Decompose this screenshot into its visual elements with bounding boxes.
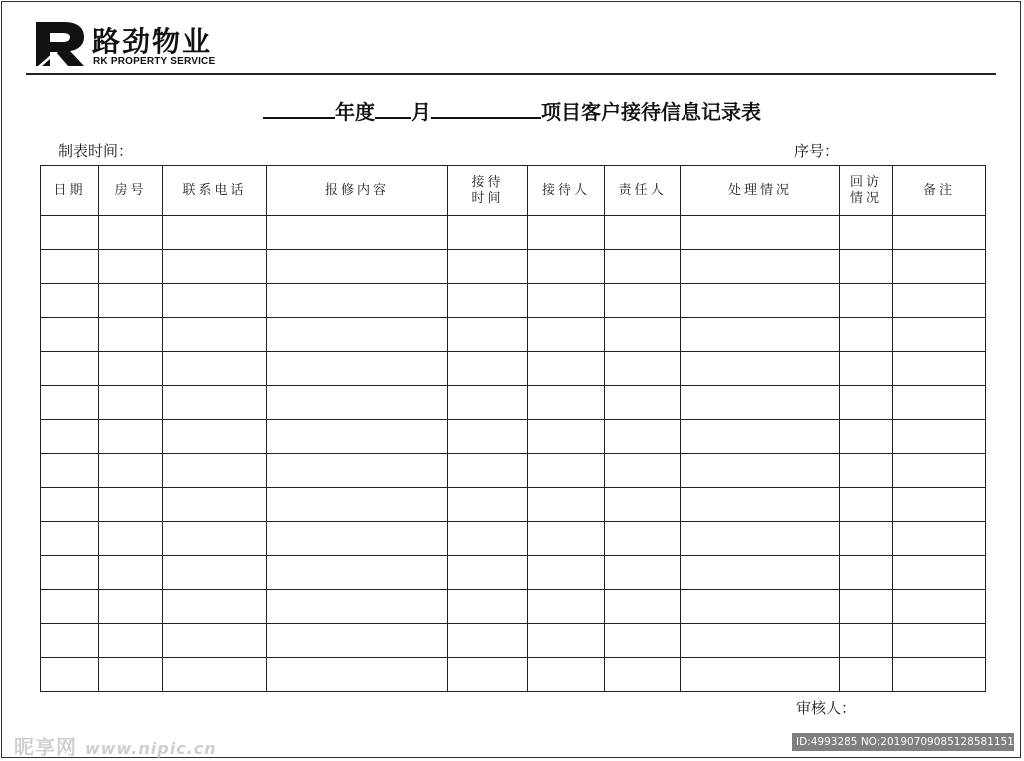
table-cell[interactable] [893, 488, 986, 522]
table-row [41, 454, 986, 488]
table-cell[interactable] [448, 624, 528, 658]
table-cell[interactable] [528, 556, 605, 590]
table-cell[interactable] [41, 352, 99, 386]
table-cell[interactable] [528, 522, 605, 556]
table-cell[interactable] [893, 386, 986, 420]
table-row [41, 658, 986, 692]
table-cell[interactable] [448, 318, 528, 352]
table-cell[interactable] [681, 454, 840, 488]
table-cell[interactable] [267, 624, 448, 658]
table-cell[interactable] [840, 386, 893, 420]
table-cell[interactable] [840, 284, 893, 318]
year-blank[interactable] [263, 97, 335, 119]
table-row [41, 624, 986, 658]
title-month-label: 月 [411, 100, 431, 124]
table-body [41, 216, 986, 692]
table-cell[interactable] [605, 590, 681, 624]
table-cell[interactable] [267, 386, 448, 420]
table-cell[interactable] [448, 658, 528, 692]
table-cell[interactable] [41, 488, 99, 522]
table-cell[interactable] [163, 556, 267, 590]
table-cell[interactable] [448, 250, 528, 284]
column-header-text: 联系电话 [182, 182, 247, 198]
table-cell[interactable] [267, 420, 448, 454]
table-cell[interactable] [163, 590, 267, 624]
column-header [681, 166, 840, 216]
table-cell[interactable] [99, 658, 163, 692]
table-cell[interactable] [267, 250, 448, 284]
table-cell[interactable] [163, 420, 267, 454]
table-cell[interactable] [840, 216, 893, 250]
watermark-url: www.nipic.cn [84, 739, 217, 758]
table-cell[interactable] [893, 590, 986, 624]
column-header [99, 166, 163, 216]
month-blank[interactable] [375, 97, 411, 119]
column-header [41, 166, 99, 216]
table-cell[interactable] [267, 488, 448, 522]
table-cell[interactable] [448, 454, 528, 488]
table-cell[interactable] [893, 454, 986, 488]
table-cell[interactable] [528, 284, 605, 318]
form-title [0, 96, 1024, 125]
table-cell[interactable] [99, 284, 163, 318]
table-cell[interactable] [448, 556, 528, 590]
table-cell[interactable] [681, 590, 840, 624]
table-cell[interactable] [605, 386, 681, 420]
table-cell[interactable] [605, 556, 681, 590]
table-cell[interactable] [681, 658, 840, 692]
table-cell[interactable] [681, 352, 840, 386]
table-cell[interactable] [840, 454, 893, 488]
table-row [41, 352, 986, 386]
table-cell[interactable] [893, 284, 986, 318]
table-cell[interactable] [893, 522, 986, 556]
table-cell[interactable] [99, 352, 163, 386]
table-cell[interactable] [163, 454, 267, 488]
brand-name-en: RK PROPERTY SERVICE [93, 56, 216, 67]
table-row [41, 386, 986, 420]
header-divider [26, 73, 996, 75]
table-cell[interactable] [893, 216, 986, 250]
table-cell[interactable] [840, 658, 893, 692]
table-cell[interactable] [528, 352, 605, 386]
serial-label: 序号： [794, 142, 840, 160]
column-header [267, 166, 448, 216]
table-row [41, 522, 986, 556]
table-cell[interactable] [163, 386, 267, 420]
column-header-text: 日期 [53, 182, 86, 198]
table-cell[interactable] [99, 488, 163, 522]
column-header-text: 情况 [849, 190, 882, 206]
table-cell[interactable] [840, 624, 893, 658]
table-cell[interactable] [893, 318, 986, 352]
table-cell[interactable] [163, 522, 267, 556]
table-row [41, 318, 986, 352]
table-cell[interactable] [163, 216, 267, 250]
made-time-label: 制表时间： [58, 142, 134, 160]
table-cell[interactable] [528, 658, 605, 692]
image-id-strip: ID:4993285 NO:20190709085128581151 [792, 733, 1014, 751]
table-cell[interactable] [605, 658, 681, 692]
table-cell[interactable] [605, 454, 681, 488]
table-cell[interactable] [605, 352, 681, 386]
table-cell[interactable] [605, 420, 681, 454]
table-cell[interactable] [605, 216, 681, 250]
table-cell[interactable] [605, 284, 681, 318]
table-cell[interactable] [448, 352, 528, 386]
table-row [41, 250, 986, 284]
table-cell[interactable] [681, 318, 840, 352]
table-cell[interactable] [840, 556, 893, 590]
column-header-text: 时间 [471, 190, 504, 206]
column-header-text: 报修内容 [324, 182, 389, 198]
column-header-text: 备注 [922, 182, 955, 198]
table-cell[interactable] [528, 624, 605, 658]
table-cell[interactable] [267, 658, 448, 692]
table-cell[interactable] [267, 216, 448, 250]
table-cell[interactable] [605, 624, 681, 658]
column-header-text: 处理情况 [727, 182, 792, 198]
table-cell[interactable] [528, 420, 605, 454]
table-cell[interactable] [681, 250, 840, 284]
table-cell[interactable] [41, 454, 99, 488]
table-cell[interactable] [448, 420, 528, 454]
table-cell[interactable] [448, 590, 528, 624]
table-cell[interactable] [681, 284, 840, 318]
table-cell[interactable] [41, 522, 99, 556]
table-cell[interactable] [681, 386, 840, 420]
watermark [14, 731, 217, 760]
table-cell[interactable] [840, 488, 893, 522]
table-cell[interactable] [99, 250, 163, 284]
table-cell[interactable] [267, 590, 448, 624]
table-cell[interactable] [99, 386, 163, 420]
table-cell[interactable] [41, 624, 99, 658]
table-cell[interactable] [41, 284, 99, 318]
table-row [41, 556, 986, 590]
table-cell[interactable] [681, 556, 840, 590]
table-cell[interactable] [163, 658, 267, 692]
table-row [41, 420, 986, 454]
project-blank[interactable] [431, 97, 541, 119]
table-cell[interactable] [681, 522, 840, 556]
table-cell[interactable] [893, 420, 986, 454]
table-cell[interactable] [41, 216, 99, 250]
table-cell[interactable] [605, 522, 681, 556]
table-row [41, 488, 986, 522]
table-cell[interactable] [99, 420, 163, 454]
table-cell[interactable] [528, 216, 605, 250]
record-table [40, 165, 986, 692]
table-cell[interactable] [528, 590, 605, 624]
table-cell[interactable] [41, 420, 99, 454]
table-cell[interactable] [99, 522, 163, 556]
table-cell[interactable] [99, 556, 163, 590]
table-cell[interactable] [605, 318, 681, 352]
table-cell[interactable] [163, 624, 267, 658]
table-cell[interactable] [528, 386, 605, 420]
column-header-text: 房号 [114, 182, 147, 198]
table-cell[interactable] [528, 318, 605, 352]
reviewer-label: 审核人： [796, 699, 857, 717]
rk-logo-icon [34, 20, 86, 68]
column-header-text: 责任人 [618, 182, 667, 198]
title-year-label: 年度 [335, 100, 375, 124]
table-cell[interactable] [605, 488, 681, 522]
title-suffix: 项目客户接待信息记录表 [541, 100, 761, 124]
table-cell[interactable] [41, 318, 99, 352]
table-cell[interactable] [99, 216, 163, 250]
table-row [41, 216, 986, 250]
table-cell[interactable] [528, 454, 605, 488]
table-cell[interactable] [681, 216, 840, 250]
table-cell[interactable] [840, 590, 893, 624]
table-cell[interactable] [41, 556, 99, 590]
table-cell[interactable] [99, 590, 163, 624]
watermark-site-cn: 昵享网 [14, 735, 77, 759]
brand-name-cn: 路劲物业 [92, 25, 213, 58]
column-header [163, 166, 267, 216]
column-header-text: 回访 [849, 174, 882, 190]
table-cell[interactable] [893, 352, 986, 386]
table-cell[interactable] [41, 590, 99, 624]
column-header-text: 接待人 [541, 182, 590, 198]
table-cell[interactable] [448, 488, 528, 522]
table-cell[interactable] [99, 454, 163, 488]
table-cell[interactable] [893, 250, 986, 284]
table-cell[interactable] [605, 250, 681, 284]
table-cell[interactable] [41, 250, 99, 284]
table-cell[interactable] [448, 386, 528, 420]
column-header [605, 166, 681, 216]
table-cell[interactable] [267, 522, 448, 556]
table-cell[interactable] [267, 284, 448, 318]
table-row [41, 590, 986, 624]
table-cell[interactable] [163, 318, 267, 352]
table-row [41, 284, 986, 318]
table-cell[interactable] [448, 216, 528, 250]
table-cell[interactable] [840, 420, 893, 454]
table-cell[interactable] [41, 658, 99, 692]
table-cell[interactable] [267, 318, 448, 352]
table-cell[interactable] [681, 420, 840, 454]
table-cell[interactable] [41, 386, 99, 420]
table-cell[interactable] [448, 522, 528, 556]
table-cell[interactable] [528, 250, 605, 284]
table-cell[interactable] [840, 352, 893, 386]
table-cell[interactable] [840, 250, 893, 284]
table-cell[interactable] [99, 318, 163, 352]
table-cell[interactable] [267, 454, 448, 488]
table-cell[interactable] [840, 522, 893, 556]
table-cell[interactable] [893, 556, 986, 590]
column-header [528, 166, 605, 216]
table-cell[interactable] [163, 250, 267, 284]
table-cell[interactable] [893, 658, 986, 692]
table-cell[interactable] [528, 488, 605, 522]
header-row [41, 166, 986, 216]
table-cell[interactable] [267, 352, 448, 386]
table-cell[interactable] [681, 488, 840, 522]
table-cell[interactable] [893, 624, 986, 658]
column-header [893, 166, 986, 216]
table-cell[interactable] [99, 624, 163, 658]
table-cell[interactable] [681, 624, 840, 658]
column-header [840, 166, 893, 216]
table-cell[interactable] [163, 352, 267, 386]
table-cell[interactable] [840, 318, 893, 352]
table-cell[interactable] [163, 284, 267, 318]
table-cell[interactable] [163, 488, 267, 522]
table-cell[interactable] [267, 556, 448, 590]
column-header [448, 166, 528, 216]
column-header-text: 接待 [471, 174, 504, 190]
table-cell[interactable] [448, 284, 528, 318]
